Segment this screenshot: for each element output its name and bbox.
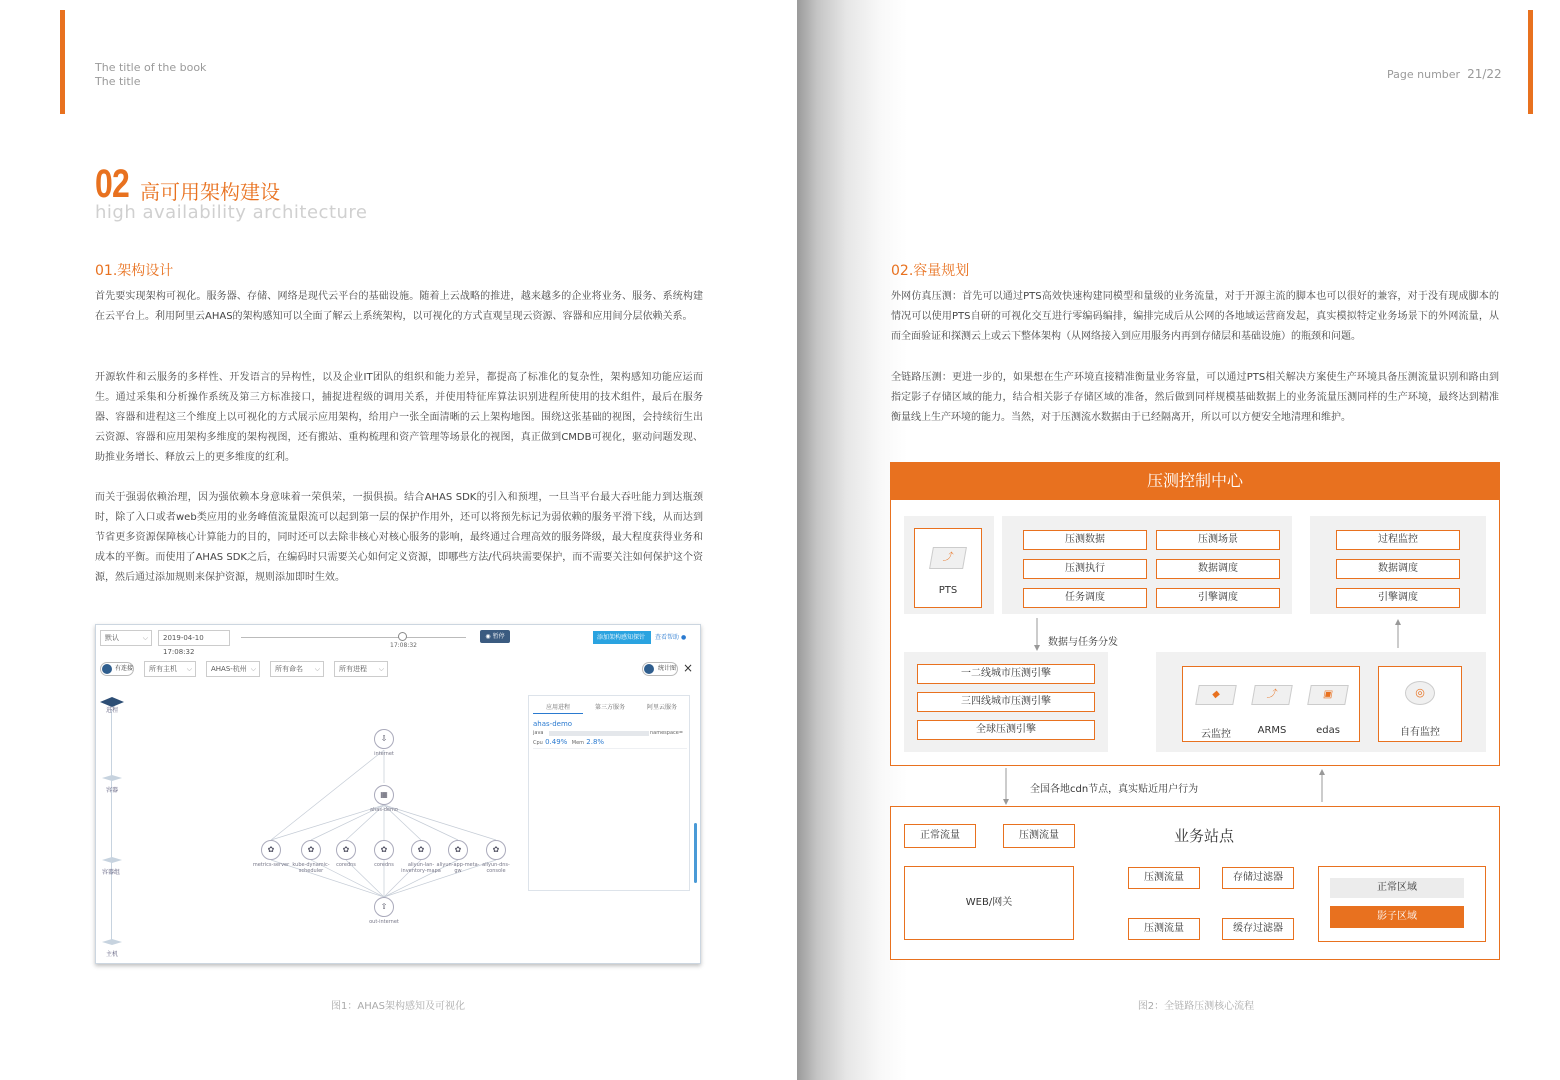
gateway-box: WEB/网关 bbox=[904, 866, 1074, 940]
layer-label-pod: 容器组 bbox=[102, 869, 121, 876]
self-monitor-icon: ◎ bbox=[1405, 681, 1435, 705]
active-tab-indicator bbox=[533, 713, 583, 714]
panel-app-name[interactable]: ahas-demo bbox=[533, 720, 573, 728]
test-execution-box: 压测执行 bbox=[1023, 559, 1147, 579]
tier12-engine-box: 一二线城市压测引擎 bbox=[917, 664, 1095, 684]
left-paragraph-3: 而关于强弱依赖治理，因为强依赖本身意味着一荣俱荣，一损俱损。结合AHAS SDK的引入和预埋，一旦当平台最大吞吐能力到达瓶颈时，除了入口或者web类应用的业务峰值流量限流可以起到第一层的保护作用外，还可以将预先标记为弱依赖的服务平滑下线，从而达到节省更多资源保障核心计算能力的目的，同时还可以去除非核心对核心服务的影响，最终通过合理高效的服务降级，最大程度获得业务和成本的平衡。而使用了AHAS SDK之后，在编码时只需要关心如何定义资源，即哪些方法/代码块需要保护，而不需要关注如何保护这个资源，然后通过添加规则来保护资源，规则添加即时生效。 bbox=[95, 492, 703, 583]
test-flow-box-2: 压测流量 bbox=[1128, 918, 1200, 940]
pause-button[interactable]: ◉ 暂停 bbox=[480, 630, 510, 643]
namespace-filter[interactable]: 所有命名 ⌵ bbox=[270, 661, 324, 677]
normal-traffic-box: 正常流量 bbox=[904, 824, 976, 848]
cache-filter-box: 缓存过滤器 bbox=[1222, 918, 1294, 940]
section-subtitle: high availability architecture bbox=[95, 202, 368, 223]
test-flow-box-1: 压测流量 bbox=[1128, 867, 1200, 889]
shadow-zone: 影子区域 bbox=[1330, 906, 1464, 928]
right-heading: 02.容量规划 bbox=[891, 263, 970, 279]
pts-label: PTS bbox=[938, 585, 958, 596]
left-paragraph-2: 开源软件和云服务的多样性、开发语言的异构性，以及企业IT团队的组织和能力差异，都提高了标准化的复杂性，架构感知功能应运而生。通过采集和分析操作系统及第三方标准接口，捕捉进程级的调用关系，并使用特征库算法识别进程所使用的技术组件，最后在服务器、容器和进程这三个维度上以可视化的方式展示应用架构，给用户一张全面清晰的云上架构地图。围绕这张基础的视图，会持续衍生出云资源、容器和应用架构多维度的架构视图，还有搬站、重构梳理和资产管理等场景化的视图，真正做到CMDB可视化，驱动问题发现、助推业务增长、释放云上的更多维度的红利。 bbox=[95, 372, 703, 463]
panel-blurred-info bbox=[549, 731, 649, 736]
service-node[interactable] bbox=[411, 840, 431, 860]
process-monitor-box: 过程监控 bbox=[1336, 530, 1460, 550]
test-data-box: 压测数据 bbox=[1023, 530, 1147, 550]
layer-label-container: 容器 bbox=[106, 787, 119, 794]
service-icon: ✿ bbox=[454, 845, 462, 854]
service-icon: ✿ bbox=[342, 845, 350, 854]
service-node[interactable] bbox=[261, 840, 281, 860]
left-accent-bar bbox=[60, 10, 65, 114]
ahas-demo-node[interactable] bbox=[374, 785, 394, 805]
connection-toggle[interactable]: 有连接 bbox=[100, 662, 134, 676]
engine-schedule-box: 引擎调度 bbox=[1336, 588, 1460, 608]
cdn-label: 全国各地cdn节点，真实贴近用户行为 bbox=[1030, 784, 1199, 795]
edas-label: edas bbox=[1316, 725, 1340, 736]
service-node[interactable] bbox=[486, 840, 506, 860]
time-marker: 17:08:32 bbox=[390, 642, 417, 649]
ahas-screenshot bbox=[95, 624, 701, 964]
help-link[interactable]: 查看帮助 ● bbox=[655, 634, 687, 641]
service-node-label: metrics-server bbox=[252, 862, 290, 868]
service-node-label: aliyun-lan-inventory-mapa bbox=[401, 862, 441, 874]
scrollbar[interactable] bbox=[694, 823, 697, 883]
engine-scheduling-box: 引擎调度 bbox=[1156, 588, 1280, 608]
service-node-label: aliyun-dns-console bbox=[482, 862, 510, 874]
stats-toggle[interactable]: 统计图 bbox=[642, 662, 678, 676]
book-subtitle: The title bbox=[95, 75, 141, 88]
process-filter[interactable]: 所有进程 ⌵ bbox=[334, 661, 388, 677]
cloud-monitor-label: 云监控 bbox=[1201, 729, 1231, 740]
pts-icon: ⤴ bbox=[929, 547, 967, 569]
self-monitor-label: 自有监控 bbox=[1400, 727, 1440, 738]
left-heading: 01.架构设计 bbox=[95, 263, 174, 279]
add-probe-button[interactable]: 添加架构感知探针 bbox=[593, 631, 651, 644]
test-traffic-box: 压测流量 bbox=[1003, 824, 1075, 848]
ahas-demo-node-label: ahas-demo bbox=[370, 807, 398, 813]
pause-icon: ◉ bbox=[485, 633, 493, 640]
panel-divider bbox=[533, 748, 687, 749]
control-center-title: 压测控制中心 bbox=[890, 462, 1500, 500]
panel-lang: java bbox=[533, 730, 544, 736]
close-icon[interactable]: × bbox=[683, 661, 694, 675]
cloud-monitor-icon: ◆ bbox=[1195, 685, 1237, 705]
arms-label: ARMS bbox=[1257, 725, 1287, 736]
service-icon: ✿ bbox=[417, 845, 425, 854]
internet-node-label: internet bbox=[374, 751, 394, 757]
upload-icon: ⇧ bbox=[380, 902, 388, 911]
pressure-test-diagram bbox=[890, 462, 1500, 960]
tab-third-party[interactable]: 第三方服务 bbox=[594, 704, 625, 711]
region-filter[interactable]: AHAS-杭州 ⌵ bbox=[206, 661, 260, 677]
book-title: The title of the book bbox=[95, 61, 207, 74]
figure-1-caption: 图1：AHAS架构感知及可视化 bbox=[331, 1001, 465, 1012]
section-number: 02 bbox=[95, 162, 129, 206]
edas-icon: ▣ bbox=[1307, 685, 1349, 705]
datetime-field[interactable]: 2019-04-10 17:08:32 bbox=[158, 630, 230, 646]
apps-icon: ▦ bbox=[380, 790, 388, 799]
service-node-label: aliyun-app-meta-gw bbox=[436, 862, 480, 874]
tier34-engine-box: 三四线城市压测引擎 bbox=[917, 692, 1095, 712]
storage-filter-box: 存储过滤器 bbox=[1222, 867, 1294, 889]
service-icon: ✿ bbox=[267, 845, 275, 854]
service-icon: ✿ bbox=[492, 845, 500, 854]
service-node[interactable] bbox=[448, 840, 468, 860]
service-node[interactable] bbox=[301, 840, 321, 860]
data-schedule-box: 数据调度 bbox=[1336, 559, 1460, 579]
layer-label-process: 进程 bbox=[106, 707, 119, 714]
default-select[interactable]: 默认 ⌵ bbox=[100, 630, 152, 646]
tab-processes[interactable]: 应用进程 bbox=[545, 704, 570, 711]
service-icon: ✿ bbox=[307, 845, 315, 854]
tab-aliyun[interactable]: 阿里云服务 bbox=[646, 704, 677, 711]
left-paragraph-1: 首先要实现架构可视化。服务器、存储、网络是现代云平台的基础设施。随着上云战略的推进，越来越多的企业将业务、服务、系统构建在云平台上。利用阿里云AHAS的架构感知可以全面了解云上系统架构，以可视化的方式直观呈现云资源、容器和应用间分层依赖关系。 bbox=[95, 291, 703, 322]
right-accent-bar bbox=[1528, 10, 1533, 114]
right-paragraph-1: 外网仿真压测：首先可以通过PTS高效快速构建同模型和量级的业务流量，对于开源主流的脚本也可以很好的兼容，对于没有现成脚本的情况可以使用PTS自研的可视化交互进行零编码编排，编排完成后从公网的各地域运营商发起，真实模拟特定业务场景下的外网流量，从而全面验证和探测云上或云下整体架构（从网络接入到应用服务内再到存储层和基础设施）的瓶颈和问题。 bbox=[891, 291, 1499, 342]
arms-icon: ⤴ bbox=[1251, 685, 1293, 705]
figure-2-caption: 图2：全链路压测核心流程 bbox=[1137, 1001, 1255, 1012]
download-icon: ⇩ bbox=[380, 734, 388, 743]
service-icon: ✿ bbox=[380, 845, 388, 854]
data-scheduling-box: 数据调度 bbox=[1156, 559, 1280, 579]
task-scheduling-box: 任务调度 bbox=[1023, 588, 1147, 608]
normal-zone: 正常区域 bbox=[1330, 878, 1464, 898]
business-site-title: 业务站点 bbox=[1174, 827, 1235, 845]
out-internet-node[interactable] bbox=[374, 897, 394, 917]
service-node[interactable] bbox=[336, 840, 356, 860]
service-node-label: kube-dynamic-scheduler bbox=[292, 862, 330, 874]
out-internet-node-label: out-internet bbox=[369, 919, 399, 925]
internet-node[interactable] bbox=[374, 729, 394, 749]
hosts-filter[interactable]: 所有主机 ⌵ bbox=[144, 661, 196, 677]
test-scenario-box: 压测场景 bbox=[1156, 530, 1280, 550]
service-node-label: coredns bbox=[374, 862, 394, 868]
detail-panel bbox=[528, 695, 690, 891]
section-title: 高可用架构建设 bbox=[140, 180, 280, 204]
panel-namespace: namespace= bbox=[650, 730, 684, 736]
panel-stats: Cpu 0.49% Mem 2.8% bbox=[533, 738, 605, 746]
right-paragraph-2: 全链路压测：更进一步的，如果想在生产环境直接精准衡量业务容量，可以通过PTS相关解决方案使生产环境具备压测流量识别和路由到指定影子存储区域的能力，结合相关影子存储区域的准备，然后做到同样规模基础数据上的业务流量压测同样的生产环境，最终达到精准衡量线上生产环境的能力。当然，对于压测流水数据由于已经隔离开，所以可以方便安全地清理和维护。 bbox=[891, 372, 1499, 423]
page-number: Page number 21/22 bbox=[1387, 67, 1502, 81]
global-engine-box: 全球压测引擎 bbox=[917, 720, 1095, 740]
dispatch-label: 数据与任务分发 bbox=[1048, 637, 1118, 648]
service-node-label: coredns bbox=[336, 862, 356, 868]
service-node[interactable] bbox=[374, 840, 394, 860]
help-icon: ● bbox=[680, 634, 687, 641]
layer-label-host: 主机 bbox=[106, 951, 119, 958]
